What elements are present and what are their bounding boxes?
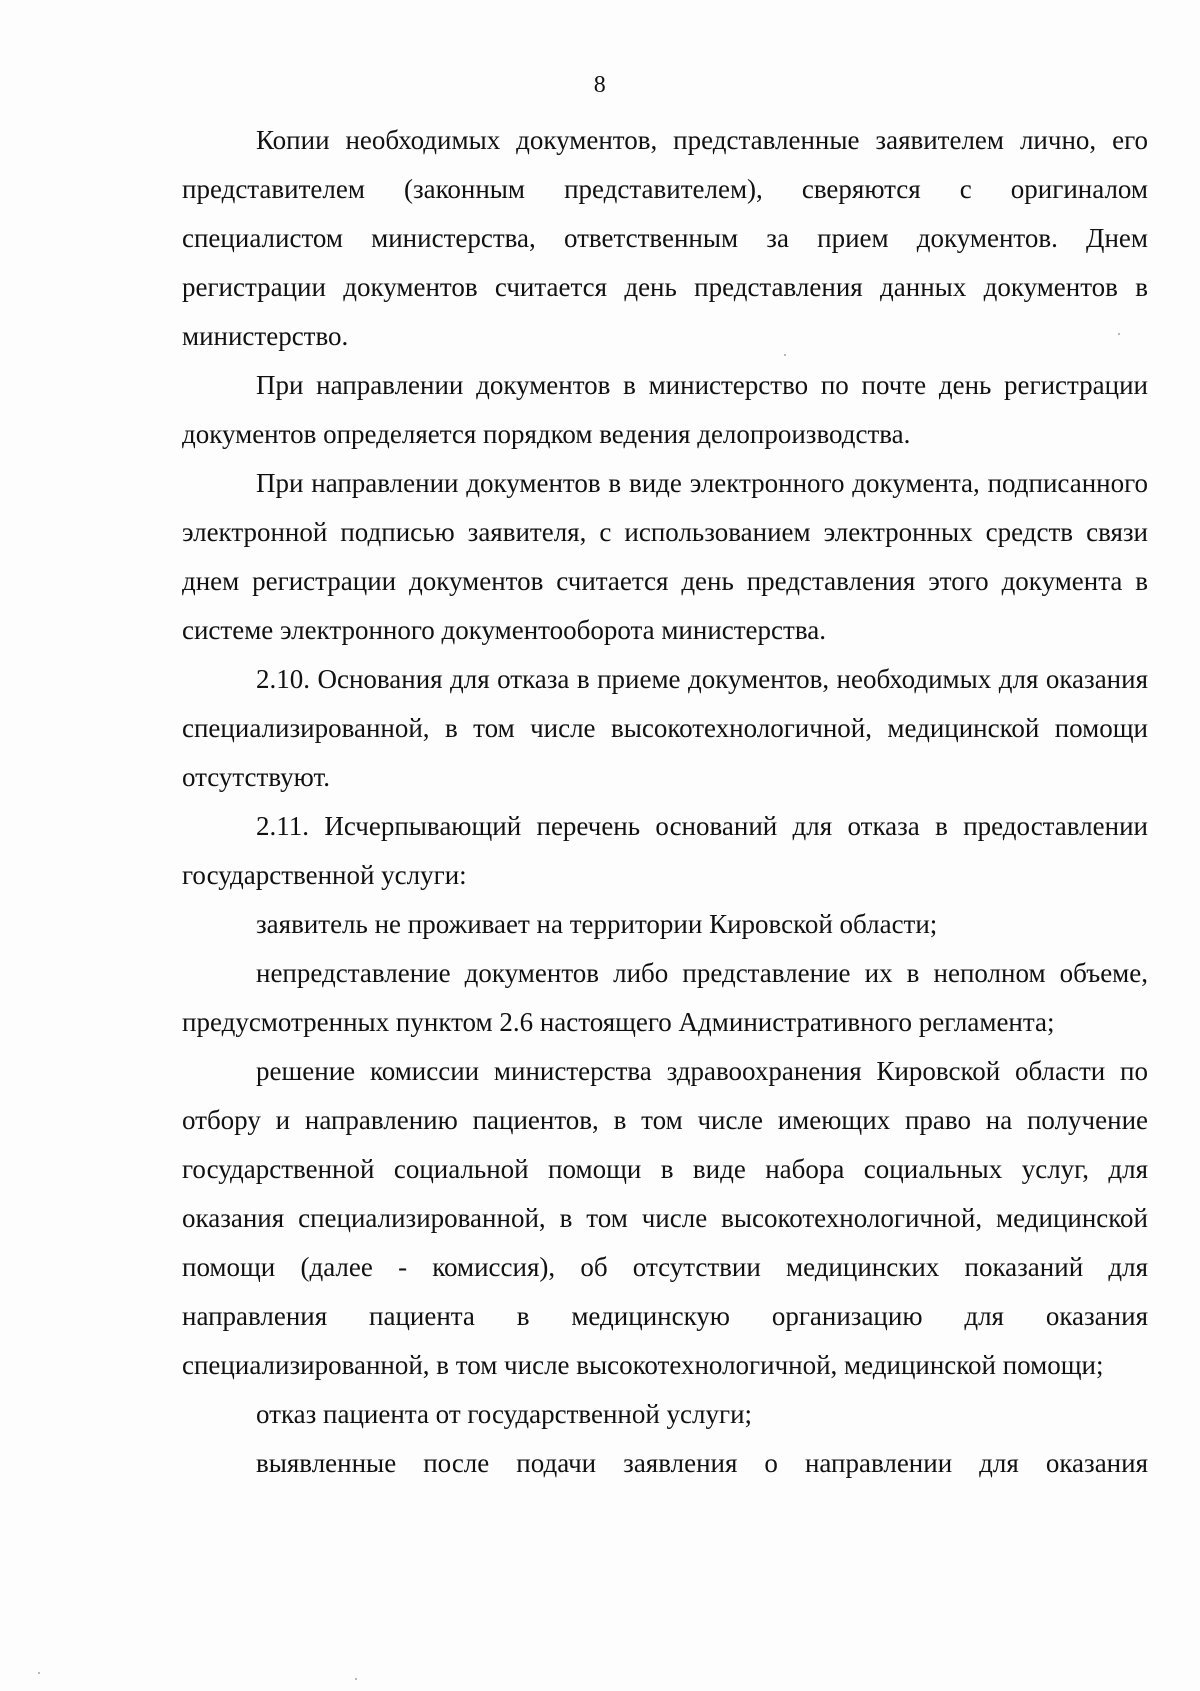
scan-speck xyxy=(1118,333,1120,335)
scan-speck xyxy=(38,1672,40,1674)
refusal-grounds-list xyxy=(182,900,1148,1488)
paragraph-section-2-10: 2.10. Основания для отказа в приеме документов, необходимых для оказания специализированной, в том числе высокотехнологичной, медицинской помощи отсутствуют. xyxy=(182,664,1148,792)
scan-speck xyxy=(784,354,786,356)
list-item: заявитель не проживает на территории Кировской области; xyxy=(256,909,938,939)
page-number: 8 xyxy=(593,72,607,98)
paragraph-postal-submission: При направлении документов в министерство по почте день регистрации документов определяется порядком ведения делопроизводства. xyxy=(182,370,1148,449)
document-body xyxy=(182,116,1148,1488)
list-item: непредставление документов либо представление их в неполном объеме, предусмотренных пунктом 2.6 настоящего Административного регламента; xyxy=(182,958,1148,1037)
paragraph-document-copies: Копии необходимых документов, представленные заявителем лично, его представителем (законным представителем), сверяются с оригиналом специалистом министерства, ответственным за прием документов. Днем регистрации документов считается день представления данных документов в министерство. xyxy=(182,125,1148,351)
list-item: решение комиссии министерства здравоохранения Кировской области по отбору и направлению пациентов, в том числе имеющих право на получение государственной социальной помощи в виде набора социальных услуг, для оказания специализированной, в том числе высокотехнологичной, медицинской помощи (далее - комиссия), об отсутствии медицинских показаний для направления пациента в медицинскую организацию для оказания специализированной, в том числе высокотехнологичной, медицинской помощи; xyxy=(182,1056,1148,1380)
list-item: выявленные после подачи заявления о направлении для оказания xyxy=(256,1448,1148,1478)
paragraph-section-2-11: 2.11. Исчерпывающий перечень оснований для отказа в предоставлении государственной услуги: xyxy=(182,811,1148,890)
list-item: отказ пациента от государственной услуги; xyxy=(256,1399,753,1429)
scan-speck xyxy=(355,1678,357,1680)
paragraph-electronic-submission: При направлении документов в виде электронного документа, подписанного электронной подписью заявителя, с использованием электронных средств связи днем регистрации документов считается день представления этого документа в системе электронного документооборота министерства. xyxy=(182,468,1148,645)
